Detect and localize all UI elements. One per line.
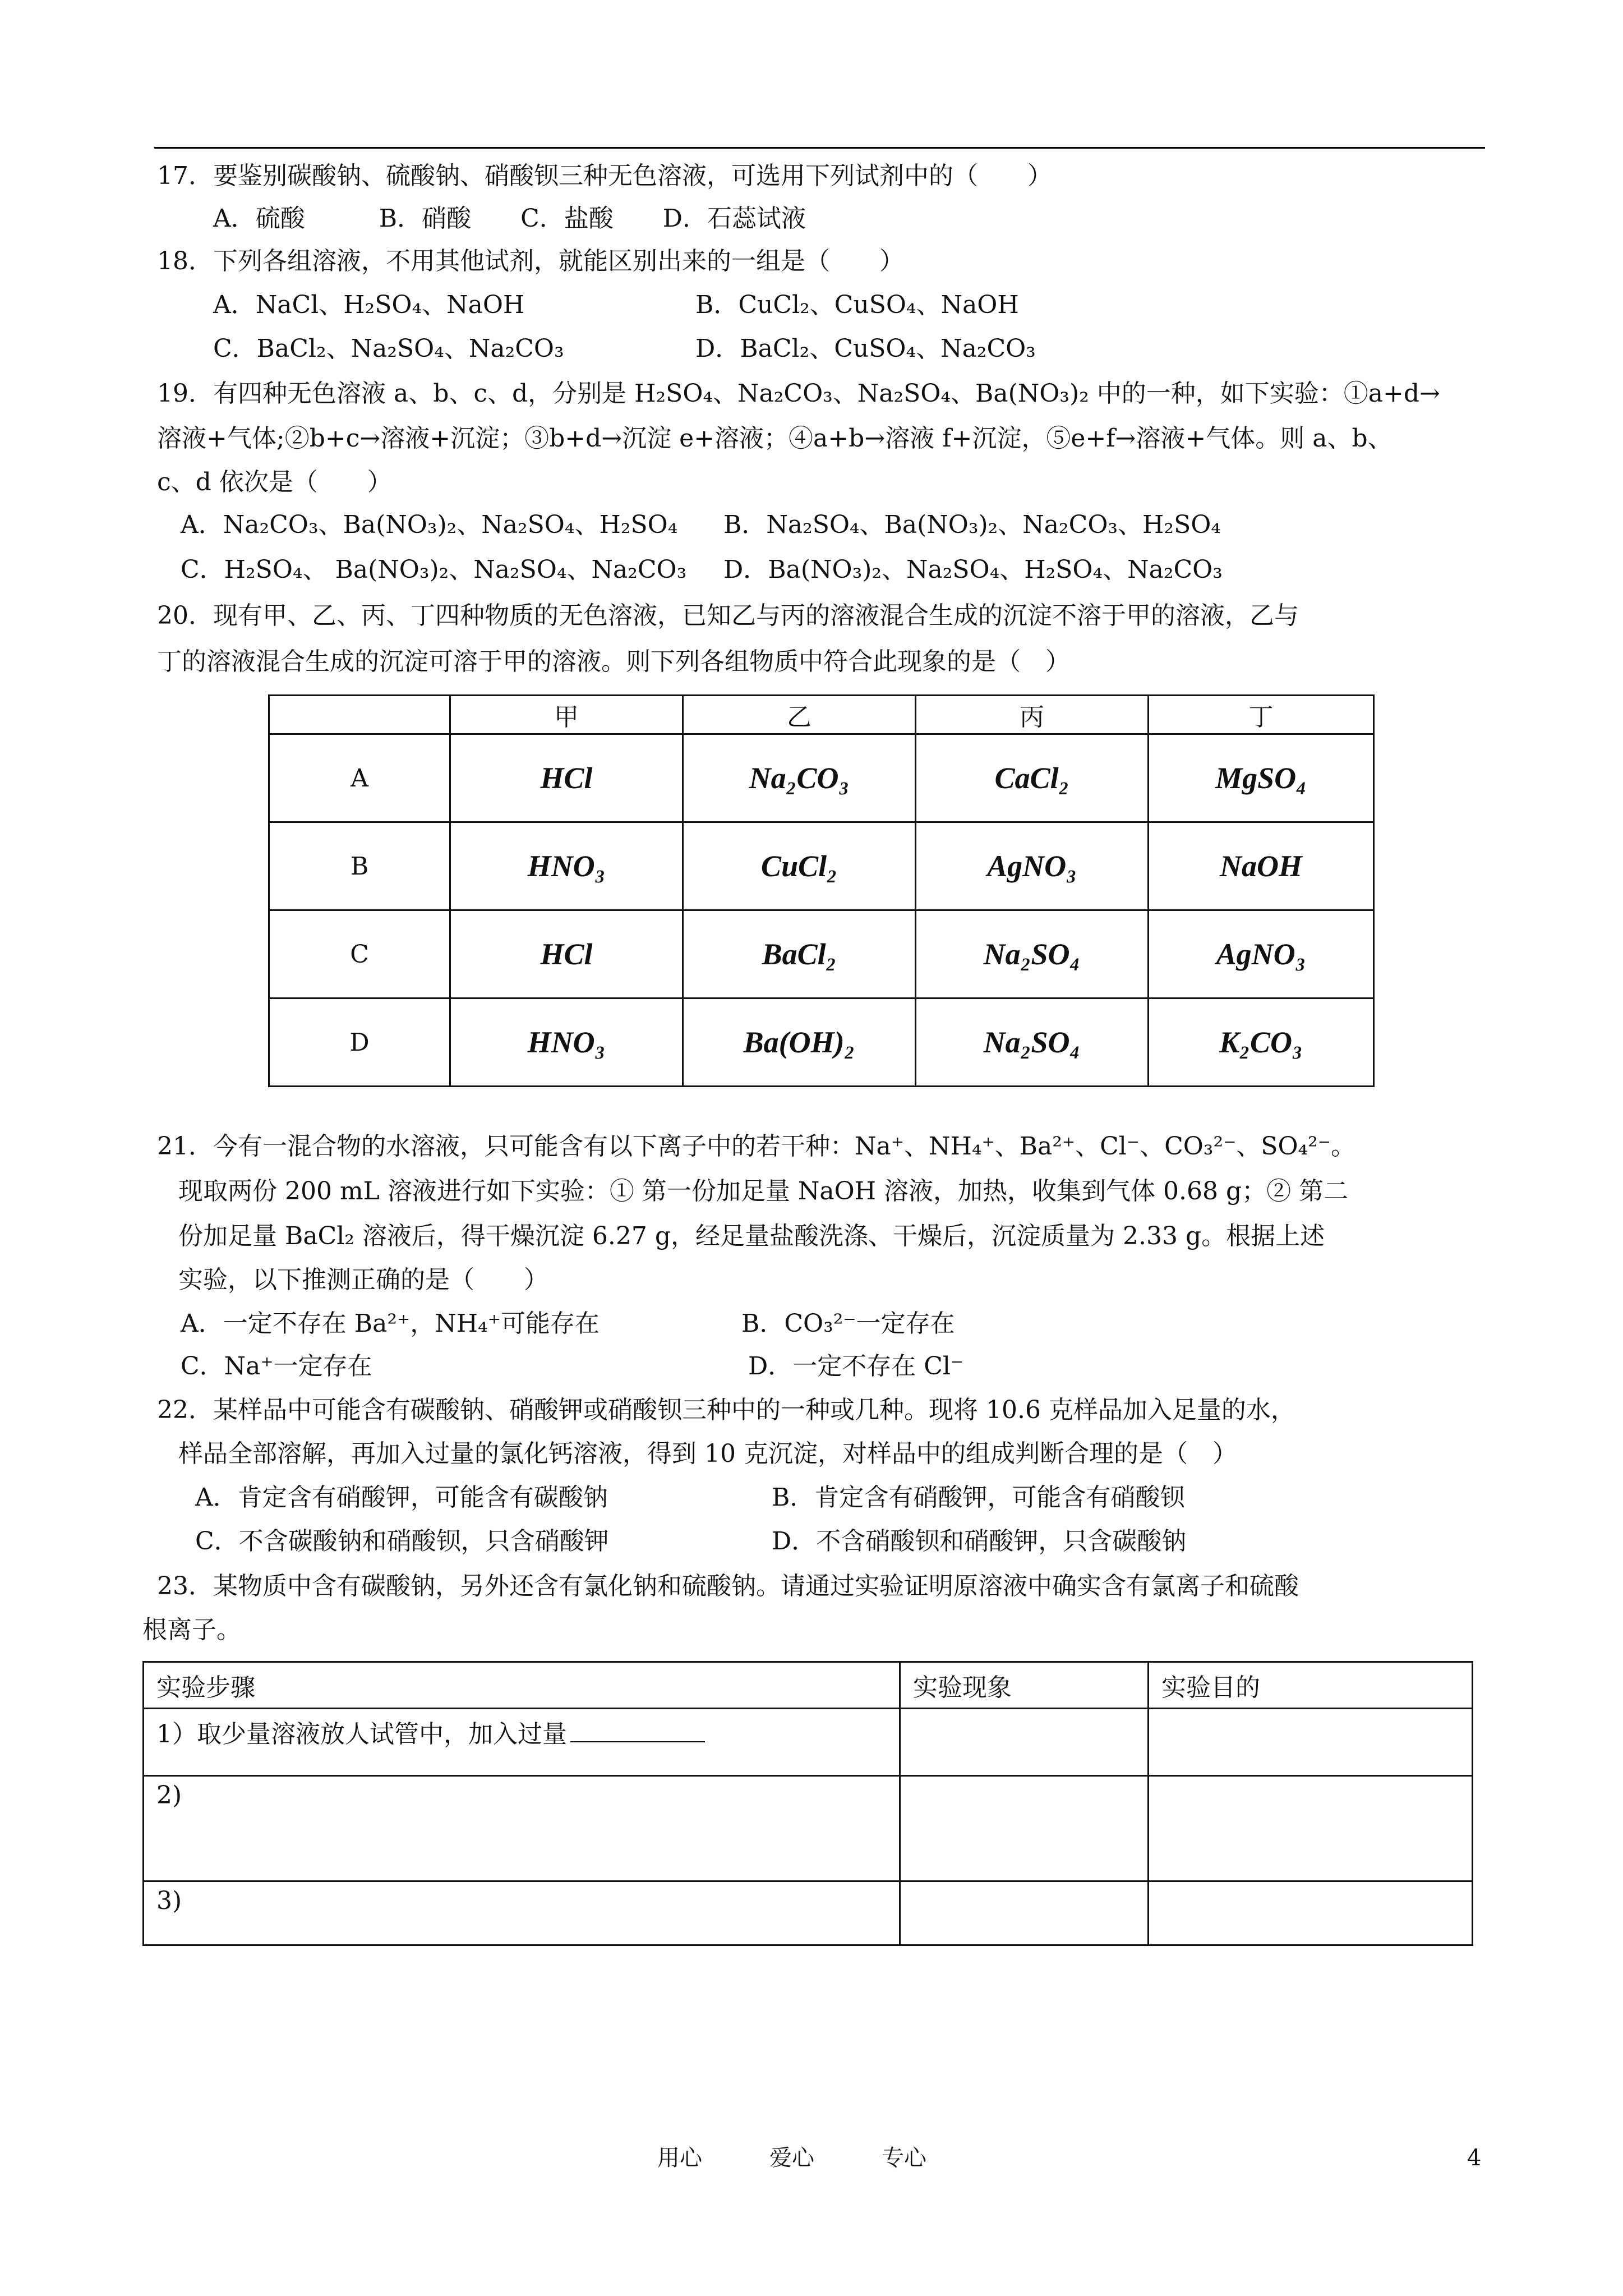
- page-number: 4: [1467, 2145, 1482, 2171]
- experiment-table: [142, 1661, 1473, 1946]
- footer-text-2: 爱心: [769, 2145, 814, 2171]
- table-header-cell: 实验现象: [900, 1662, 1149, 1709]
- table-cell: HNO₃: [450, 999, 683, 1087]
- question-18-option-c: C．BaCl₂、Na₂SO₄、Na₂CO₃: [213, 334, 564, 363]
- table-cell: HCl: [450, 734, 683, 822]
- purpose-cell[interactable]: [1149, 1881, 1473, 1945]
- table-cell: HNO₃: [450, 822, 683, 910]
- table-row: [269, 910, 1374, 999]
- table-row: [144, 1881, 1473, 1945]
- question-19-line-1: 19．有四种无色溶液 a、b、c、d，分别是 H₂SO₄、Na₂CO₃、Na₂SO₄、Ba(NO₃)₂ 中的一种，如下实验：①a+d→: [157, 379, 1440, 408]
- question-19-line-3: c、d 依次是（ ）: [157, 468, 392, 496]
- question-18-option-d: D．BaCl₂、CuSO₄、Na₂CO₃: [695, 334, 1036, 363]
- question-18-option-a: A．NaCl、H₂SO₄、NaOH: [213, 291, 525, 319]
- header-rule: [154, 147, 1485, 149]
- question-17: 17．要鉴别碳酸钠、硫酸钠、硝酸钡三种无色溶液，可选用下列试剂中的（ ）: [157, 162, 1052, 190]
- table-cell: Ba(OH)₂: [683, 999, 916, 1087]
- table-row: [269, 999, 1374, 1087]
- answer-blank[interactable]: [570, 1719, 705, 1742]
- reagent-table: [268, 694, 1375, 1087]
- table-cell: MgSO₄: [1149, 734, 1374, 822]
- table-row: [144, 1776, 1473, 1881]
- table-cell: CuCl₂: [683, 822, 916, 910]
- row-label: B: [269, 822, 450, 910]
- question-19-option-d: D．Ba(NO₃)₂、Na₂SO₄、H₂SO₄、Na₂CO₃: [723, 555, 1223, 584]
- row-label: D: [269, 999, 450, 1087]
- table-header-row: [269, 696, 1374, 734]
- question-19-option-c: C．H₂SO₄、 Ba(NO₃)₂、Na₂SO₄、Na₂CO₃: [181, 555, 687, 584]
- table-cell: HCl: [450, 910, 683, 999]
- question-21-option-a: A．一定不存在 Ba²⁺，NH₄⁺可能存在: [181, 1309, 600, 1338]
- table-cell: NaOH: [1149, 822, 1374, 910]
- question-22-option-c: C．不含碳酸钠和硝酸钡，只含硝酸钾: [195, 1527, 609, 1556]
- question-22-option-a: A．肯定含有硝酸钾，可能含有碳酸钠: [195, 1483, 608, 1512]
- row-label: A: [269, 734, 450, 822]
- step-cell: 2): [144, 1776, 900, 1881]
- table-cell: CaCl₂: [916, 734, 1149, 822]
- table-row: [269, 734, 1374, 822]
- step-cell: 3): [144, 1881, 900, 1945]
- table-cell: AgNO₃: [1149, 910, 1374, 999]
- question-21-line-2: 现取两份 200 mL 溶液进行如下实验：① 第一份加足量 NaOH 溶液，加热，收集到气体 0.68 g；② 第二: [178, 1177, 1349, 1205]
- table-header-cell: 乙: [683, 696, 916, 734]
- table-header-cell: 丁: [1149, 696, 1374, 734]
- question-21-line-1: 21．今有一混合物的水溶液，只可能含有以下离子中的若干种：Na⁺、NH₄⁺、Ba²⁺、Cl⁻、CO₃²⁻、SO₄²⁻。: [157, 1132, 1356, 1161]
- question-22-option-b: B．肯定含有硝酸钾，可能含有硝酸钡: [772, 1483, 1185, 1512]
- question-18-option-b: B．CuCl₂、CuSO₄、NaOH: [695, 291, 1019, 319]
- phenomenon-cell[interactable]: [900, 1709, 1149, 1776]
- table-header-cell: [269, 696, 450, 734]
- question-17-options: A．硫酸 B．硝酸 C．盐酸 D．石蕊试液: [213, 204, 806, 233]
- table-cell: Na₂SO₄: [916, 999, 1149, 1087]
- question-23-line-1: 23．某物质中含有碳酸钠，另外还含有氯化钠和硫酸钠。请通过实验证明原溶液中确实含有氯离子和硫酸: [157, 1572, 1299, 1600]
- step-cell: [144, 1709, 900, 1776]
- question-22-line-1: 22．某样品中可能含有碳酸钠、硝酸钾或硝酸钡三种中的一种或几种。现将 10.6 克样品加入足量的水，: [157, 1396, 1295, 1424]
- question-18: 18．下列各组溶液，不用其他试剂，就能区别出来的一组是（ ）: [157, 247, 904, 275]
- footer-text-1: 用心: [657, 2145, 702, 2171]
- table-header-cell: 实验目的: [1149, 1662, 1473, 1709]
- purpose-cell[interactable]: [1149, 1709, 1473, 1776]
- purpose-cell[interactable]: [1149, 1776, 1473, 1881]
- question-21-option-c: C．Na⁺一定存在: [181, 1352, 372, 1381]
- question-19-line-2: 溶液+气体;②b+c→溶液+沉淀；③b+d→沉淀 e+溶液；④a+b→溶液 f+沉淀，⑤e+f→溶液+气体。则 a、b、: [157, 424, 1393, 453]
- table-header-row: [144, 1662, 1473, 1709]
- table-cell: AgNO₃: [916, 822, 1149, 910]
- question-20-line-1: 20．现有甲、乙、丙、丁四种物质的无色溶液，已知乙与丙的溶液混合生成的沉淀不溶于甲的溶液，乙与: [157, 601, 1299, 630]
- question-21-line-4: 实验，以下推测正确的是（ ）: [178, 1266, 548, 1294]
- table-row: [269, 822, 1374, 910]
- table-header-cell: 甲: [450, 696, 683, 734]
- step-text: 1）取少量溶液放人试管中，加入过量: [156, 1720, 567, 1749]
- question-21-option-d: D．一定不存在 Cl⁻: [748, 1352, 964, 1381]
- phenomenon-cell[interactable]: [900, 1881, 1149, 1945]
- table-cell: Na₂SO₄: [916, 910, 1149, 999]
- table-cell: BaCl₂: [683, 910, 916, 999]
- question-22-line-2: 样品全部溶解，再加入过量的氯化钙溶液，得到 10 克沉淀，对样品中的组成判断合理的是（ ）: [178, 1439, 1237, 1468]
- footer-text-3: 专心: [882, 2145, 926, 2171]
- table-header-cell: 丙: [916, 696, 1149, 734]
- question-22-option-d: D．不含硝酸钡和硝酸钾，只含碳酸钠: [772, 1527, 1187, 1556]
- question-19-option-a: A．Na₂CO₃、Ba(NO₃)₂、Na₂SO₄、H₂SO₄: [181, 510, 678, 539]
- table-cell: K₂CO₃: [1149, 999, 1374, 1087]
- question-21-option-b: B．CO₃²⁻一定存在: [741, 1309, 955, 1338]
- table-header-cell: 实验步骤: [144, 1662, 900, 1709]
- question-19-option-b: B．Na₂SO₄、Ba(NO₃)₂、Na₂CO₃、H₂SO₄: [723, 510, 1221, 539]
- row-label: C: [269, 910, 450, 999]
- question-20-line-2: 丁的溶液混合生成的沉淀可溶于甲的溶液。则下列各组物质中符合此现象的是（ ）: [157, 647, 1070, 676]
- table-row: [144, 1709, 1473, 1776]
- phenomenon-cell[interactable]: [900, 1776, 1149, 1881]
- question-21-line-3: 份加足量 BaCl₂ 溶液后，得干燥沉淀 6.27 g，经足量盐酸洗涤、干燥后，沉淀质量为 2.33 g。根据上述: [178, 1222, 1325, 1250]
- table-cell: Na₂CO₃: [683, 734, 916, 822]
- question-23-line-2: 根离子。: [142, 1616, 241, 1644]
